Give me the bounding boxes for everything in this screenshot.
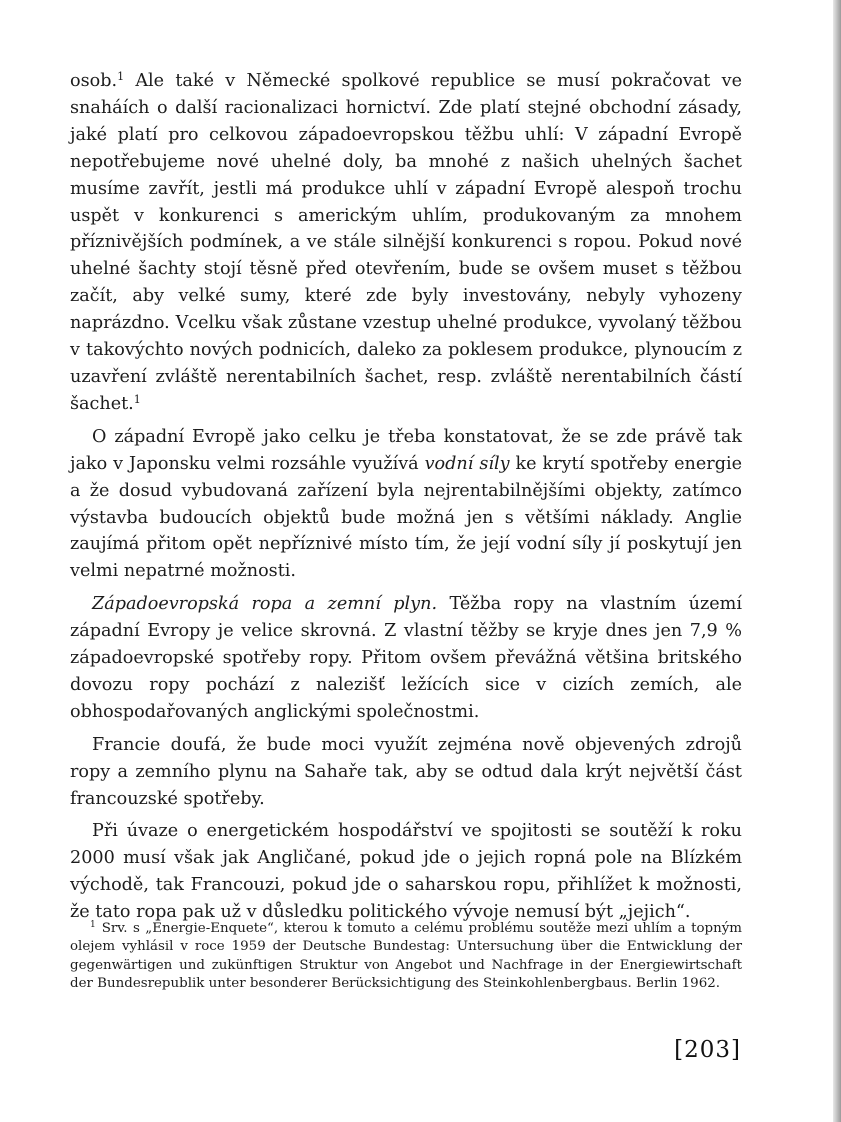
paragraph-2-text-a: O západní Evropě jako celku je třeba konstatovat, že se zde právě tak jako v Japonsku velmi rozsáhle využívá — [70, 426, 742, 474]
paragraph-1-text-a: osob. — [70, 71, 118, 91]
paragraph-2-text-b: ke krytí spotřeby energie a že dosud vybudovaná zařízení byla nejrentabilnějšími objekty, zatímco výstavba budoucích objektů bude možná jen s většími náklady. Anglie zaujímá přitom opět nepříznivé místo tím, že její vodní síly jí poskytují jen velmi nepatrné možnosti. — [70, 453, 742, 582]
body-text — [70, 68, 742, 926]
page-number: [203] — [674, 1037, 741, 1063]
paragraph-4-text: Francie doufá, že bude moci využít zejména nově objevených zdrojů ropy a zemního plynu na Sahaře tak, aby se odtud dala krýt největší část francouzské spotřeby. — [70, 734, 742, 809]
footnote — [70, 920, 742, 994]
paragraph-5-text: Při úvaze o energetickém hospodářství ve spojitosti se soutěží k roku 2000 musí však jak Angličané, pokud jde o jejich ropná pole na Blízkém východě, tak Francouzi, pokud jde o saharskou ropu, přihlížet k možnosti, že tato ropa pak už v důsledku politického vývoje nemusí být „jejich“. — [70, 821, 742, 923]
paragraph-1-text-b: Ale také v Německé spolkové republice se musí pokračovat ve snaháích o další racionalizaci hornictví. Zde platí stejné obchodní zásady, jaké platí pro celkovou západoevropskou těžbu uhlí: V západní Evropě nepotřebujeme nové uhelné doly, ba mnohé z našich uhelných šachet musíme zavřít, jestli má produkce uhlí v západní Evropě alespoň trochu uspět v konkurenci s americkým uhlím, produkovaným za mnohem příznivějších podmínek, a ve stále silnější konkurenci s ropou. Pokud nové uhelné šachty stojí těsně před otevřením, bude se ovšem muset s těžbou začít, aby velké sumy, které zde byly investovány, nebyly vyhozeny naprázdno. Vcelku však zůstane vzestup uhelné produkce, vyvolaný těžbou v takovýchto nových podnicích, daleko za poklesem produkce, plynoucím z uzavření zvláště nerentabilních šachet, resp. zvláště nerentabilních částí šachet. — [70, 71, 742, 414]
paragraph-5 — [70, 818, 742, 926]
footnote-mark: 1 — [90, 920, 96, 930]
footnote-reference: 1 — [117, 70, 125, 83]
paragraph-4 — [70, 732, 742, 813]
footnote-reference: 1 — [133, 392, 141, 406]
footnote-text: Srv. s „Energie-Enquete“, kterou k tomuto a celému problému soutěže mezi uhlím a topným olejem vyhlásil v roce 1959 der Deutsche Bundestag: Untersuchung über die Entwicklung der gegenwärtigen und zukünftigen Struktur von Angebot und Nachfrage in der Energiewirtschaft der Bundesrepublik unter besonderer Berücksichtigung des Steinkohlenbergbaus. Berlin 1962. — [70, 921, 742, 992]
paragraph-1 — [70, 68, 742, 418]
footnote-paragraph — [70, 920, 742, 994]
paragraph-3 — [70, 591, 742, 726]
paragraph-2 — [70, 424, 742, 585]
paragraph-2-emphasis: vodní síly — [424, 453, 510, 474]
page-edge-shadow — [833, 0, 841, 1122]
paragraph-3-text: Těžba ropy na vlastním území západní Evropy je velice skrovná. Z vlastní těžby se kryje dnes jen 7,9 % západoevropské spotřeby ropy. Přitom ovšem převážná většina britského dovozu ropy pochází z nalezišť ležících sice v cizích zemích, ale obhospodařovaných anglickými společnostmi. — [70, 594, 742, 722]
section-heading: Západoevropská ropa a zemní plyn. — [92, 594, 438, 615]
